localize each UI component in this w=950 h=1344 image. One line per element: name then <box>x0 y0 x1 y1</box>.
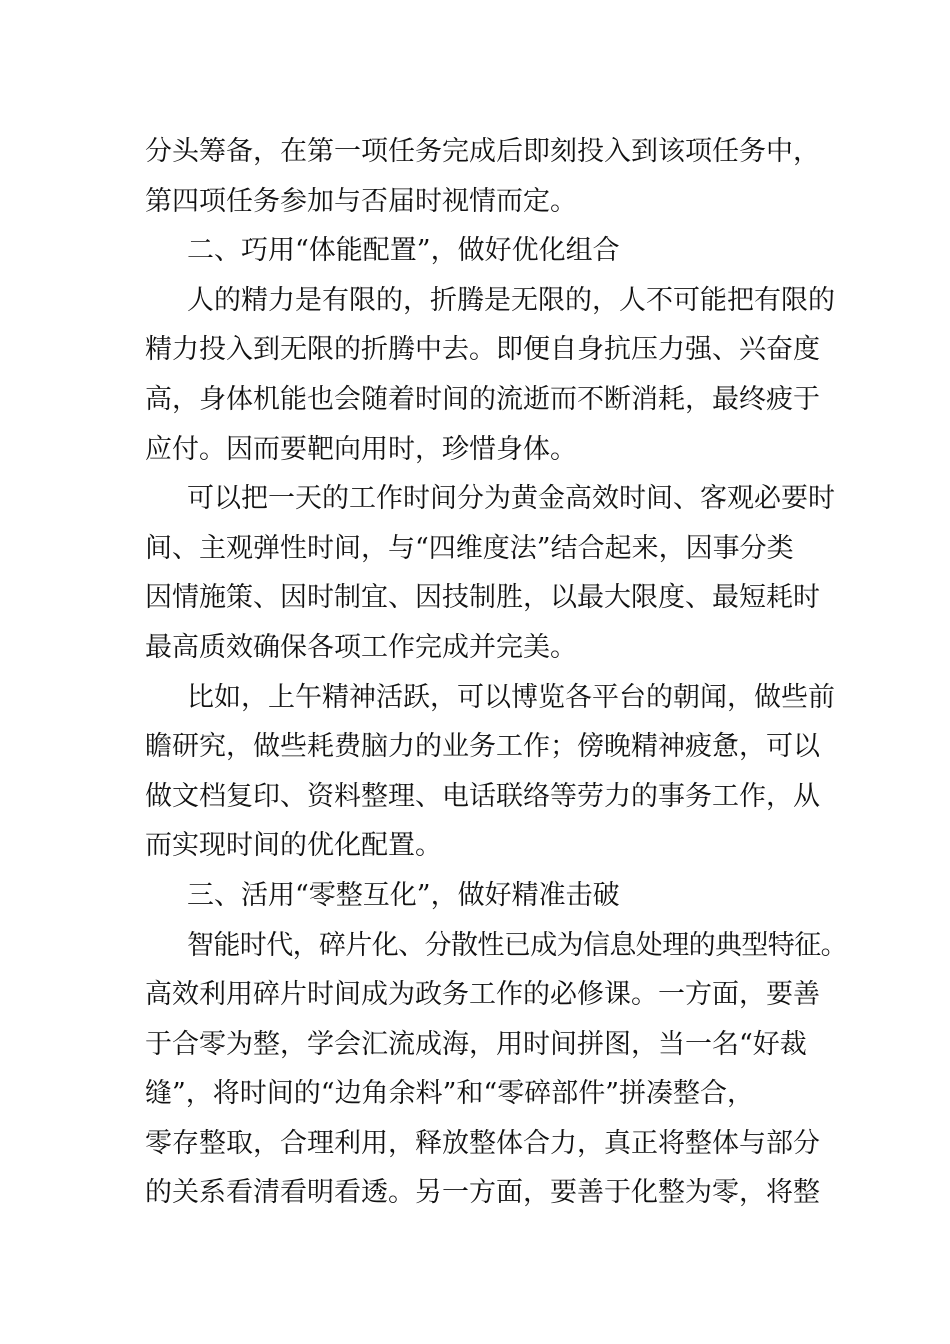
section-heading: 二、巧用“体能配置”，做好优化组合 <box>187 235 620 267</box>
text-line: 缝”，将时间的“边角余料”和“零碎部件”拼凑整合， <box>145 1078 755 1110</box>
text-line: 于合零为整，学会汇流成海，用时间拼图，当一名“好裁 <box>145 1028 807 1060</box>
text-line: 精力投入到无限的折腾中去。即便自身抗压力强、兴奋度 <box>145 334 820 366</box>
document-body <box>145 127 847 1218</box>
text-line: 零存整取，合理利用，释放整体合力，真正将整体与部分 <box>145 1127 820 1159</box>
text-line: 最高质效确保各项工作完成并完美。 <box>145 631 577 663</box>
text-line: 因情施策、因时制宜、因技制胜，以最大限度、最短耗时 <box>145 582 820 614</box>
text-line: 的关系看清看明看透。另一方面，要善于化整为零，将整 <box>145 1177 820 1209</box>
text-line: 应付。因而要靶向用时，珍惜身体。 <box>145 433 577 465</box>
text-line: 间、主观弹性时间，与“四维度法”结合起来，因事分类 <box>145 532 794 564</box>
text-line: 分头筹备，在第一项任务完成后即刻投入到该项任务中， <box>145 136 820 167</box>
text-line: 人的精力是有限的，折腾是无限的，人不可能把有限的 <box>187 284 835 316</box>
text-line: 瞻研究，做些耗费脑力的业务工作；傍晚精神疲惫，可以 <box>145 731 820 763</box>
text-line: 智能时代，碎片化、分散性已成为信息处理的典型特征。 <box>187 929 847 961</box>
text-line: 而实现时间的优化配置。 <box>145 830 442 862</box>
text-line: 做文档复印、资料整理、电话联络等劳力的事务工作，从 <box>145 780 820 812</box>
text-line: 高，身体机能也会随着时间的流逝而不断消耗，最终疲于 <box>145 383 820 415</box>
text-line: 第四项任务参加与否届时视情而定。 <box>145 185 577 217</box>
text-line: 比如，上午精神活跃，可以博览各平台的朝闻，做些前 <box>187 681 835 713</box>
text-line: 可以把一天的工作时间分为黄金高效时间、客观必要时 <box>187 483 835 515</box>
section-heading: 三、活用“零整互化”，做好精准击破 <box>187 879 620 911</box>
text-line: 高效利用碎片时间成为政务工作的必修课。一方面，要善 <box>145 979 820 1011</box>
